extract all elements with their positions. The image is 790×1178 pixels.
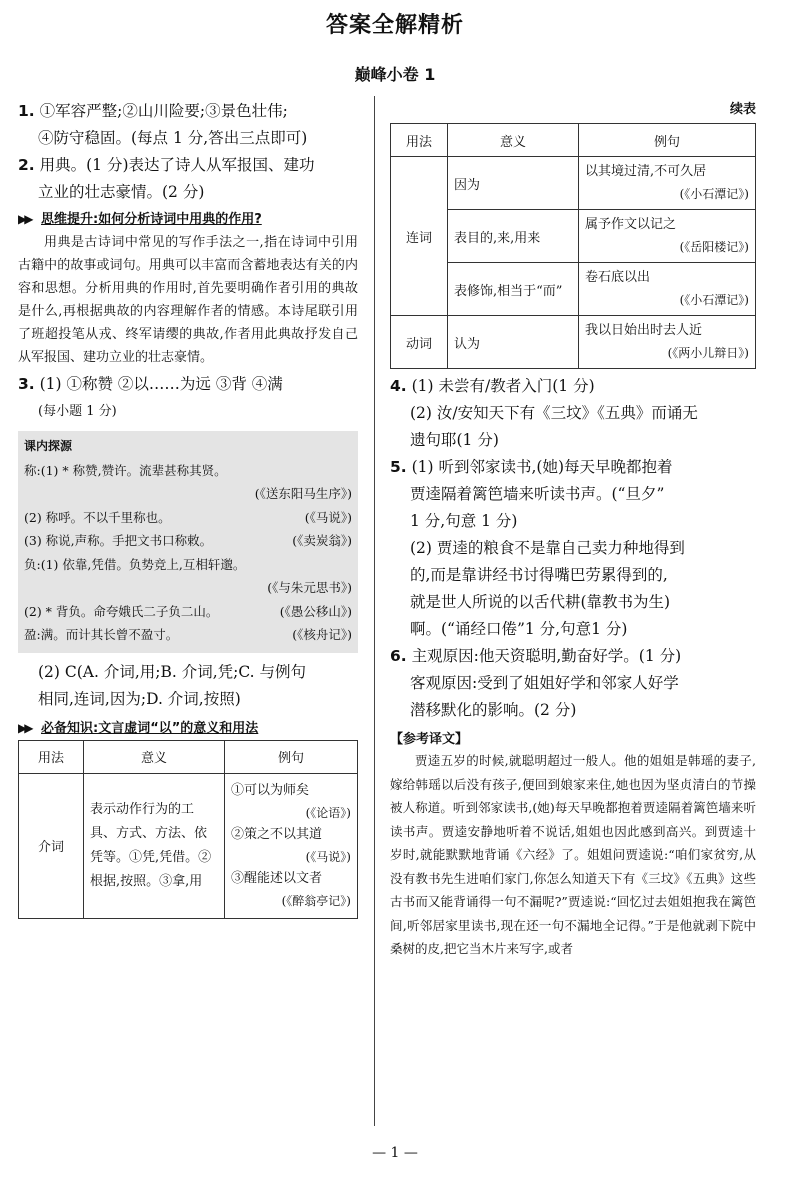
q3-line1: (1) ①称赞 ②以……为远 ③背 ④满 (39, 375, 283, 393)
table-header: 意义 (84, 740, 225, 773)
explore-line: (2) * 背负。命夸娥氏二子负二山。 (24, 603, 219, 619)
table-cell-example (579, 263, 756, 316)
explore-row (24, 529, 352, 553)
q5-line7: 啊。(“诵经口倦”1 分,句意1 分) (410, 620, 628, 638)
q6-line3: 潜移默化的影响。(2 分) (410, 701, 577, 719)
page-title: 答案全解精析 (325, 13, 464, 38)
reference-translation-heading: 【参考译文】 (390, 732, 469, 747)
q3b-line1: (2) C(A. 介词,用;B. 介词,凭;C. 与例句 (38, 662, 307, 681)
q5-line5: 的,而是靠讲经书讨得嘴巴劳累得到的, (410, 566, 668, 584)
table-header-row (19, 740, 358, 773)
explore-box (18, 431, 358, 653)
q2-line1: 用典。(1 分)表达了诗人从军报国、建功 (39, 156, 315, 174)
left-column (18, 98, 358, 919)
question-5: 5. (1) 听到邻家读书,(她)每天早晚都抱着 贾逵隔着篱笆墙来听读书声。(“旦夕” 1 分,句意 1 分) (2) 贾逵的粮食不是靠自己卖力种地得到 的,而是靠讲经书讨得嘴巴劳累得到的, 就是世人所说的以舌代耕(靠教书为生) 啊。(“诵经口倦”1 分,句意1 分) (390, 454, 756, 643)
example: ③醒能述以文者 (231, 870, 323, 886)
double-arrow-icon: ▶▶ (18, 212, 31, 226)
yi-usage-table (18, 740, 358, 919)
table-cell-usage: 连词 (391, 157, 448, 316)
table-cell-meaning: 认为 (448, 316, 579, 369)
tip-knowledge (18, 717, 358, 736)
table-cell-usage: 介词 (19, 773, 84, 918)
table-row (391, 157, 756, 210)
yi-usage-table-continued (390, 123, 756, 369)
q2-line2: 立业的壮志豪情。(2 分) (38, 183, 205, 201)
table-cell-meaning: 表修饰,相当于“而” (448, 263, 579, 316)
column-divider (374, 96, 375, 1126)
table-cell-example (579, 157, 756, 210)
example-cite: (《两小儿辩日》) (667, 346, 749, 360)
table-cell-meaning: 表目的,来,用来 (448, 210, 579, 263)
example-cite: (《马说》) (305, 849, 351, 864)
table-cell-examples (225, 773, 358, 918)
question-3: 3. (1) ①称赞 ②以……为远 ③背 ④满 (每小题 1 分) (18, 371, 358, 425)
table-header: 例句 (225, 740, 358, 773)
explore-row (24, 506, 352, 530)
example-cite: (《小石潭记》) (679, 187, 749, 201)
example: ①可以为师矣 (231, 782, 310, 798)
table-cell-example (579, 316, 756, 369)
explore-tag: 课内探源 (24, 439, 73, 453)
q5-line1: (1) 听到邻家读书,(她)每天早晚都抱着 (411, 458, 673, 476)
explore-row (24, 623, 352, 647)
example-cite: (《醉翁亭记》) (281, 893, 351, 908)
example: ②策之不以其道 (231, 826, 323, 842)
example-cite: (《岳阳楼记》) (679, 240, 749, 254)
q3b-line2: 相同,连词,因为;D. 介词,按照) (38, 689, 241, 708)
example: 我以日始出时去人近 (585, 323, 703, 338)
explore-cite: (《马说》) (304, 509, 352, 525)
tip-knowledge-text: 必备知识:文言虚词“以”的意义和用法 (41, 720, 259, 736)
q4-line2: (2) 汝/安知天下有《三坟》《五典》而诵无 (410, 404, 698, 422)
right-column (390, 98, 756, 961)
table-cell-example (579, 210, 756, 263)
q1-line1: ①军容严整;②山川险要;③景色壮伟; (39, 102, 288, 120)
explore-cite: (《与朱元思书》) (267, 580, 352, 595)
explore-line: (2) 称呼。不以千里称也。 (24, 509, 171, 525)
explore-cite: (《愚公移山》) (279, 603, 352, 619)
explore-line: 称:(1) * 称赞,赞许。流辈甚称其贤。 (24, 462, 227, 478)
table-header-row (391, 124, 756, 157)
q5-line2: 贾逵隔着篱笆墙来听读书声。(“旦夕” (410, 485, 665, 503)
question-2: 2. 用典。(1 分)表达了诗人从军报国、建功 立业的壮志豪情。(2 分) (18, 152, 358, 206)
page-number: — 1 — (372, 1145, 418, 1161)
q1-line2: ④防守稳固。(每点 1 分,答出三点即可) (38, 129, 308, 147)
tip-thinking (18, 208, 358, 227)
table-row (391, 316, 756, 369)
section-title: 巅峰小卷 1 (354, 65, 436, 84)
example: 卷石底以出 (585, 270, 651, 285)
q3-line2: (每小题 1 分) (38, 404, 117, 419)
example: 属予作文以记之 (585, 217, 677, 232)
question-3-part2 (18, 659, 358, 713)
table-cell-meaning: 表示动作行为的工具、方式、方法、依凭等。①凭,凭借。②根据,按照。③拿,用 (84, 773, 225, 918)
explore-cite: (《核舟记》) (292, 627, 352, 642)
reference-translation-text: 贾逵五岁的时候,就聪明超过一般人。他的姐姐是韩瑶的妻子,嫁给韩瑶以后没有孩子,便回到娘家来住,她也因为坚贞清白的节操被人称道。听到邻家读书,(她)每天早晚都抱着贾逵隔着篱笆墙来听读书声。贾逵安静地听着不说话,姐姐也因此感到高兴。到贾逵十岁时,就能默默地背诵《六经》了。姐姐问贾逵说:“咱们家贫穷,从没有教书先生进咱们家门,你怎么知道天下有《三坟》《五典》这些古书而又能背诵得一句不漏呢?”贾逵说:“回忆过去姐姐抱我在篱笆间,听邻居家里读书,现在还一句不漏地全记得。”于是他就剥下院中桑树的皮,把它当木片来写字,或者 (390, 753, 756, 956)
example-cite: (《论语》) (305, 805, 351, 820)
q6-line2: 客观原因:受到了姐姐好学和邻家人好学 (410, 674, 679, 692)
q5-line4: (2) 贾逵的粮食不是靠自己卖力种地得到 (410, 539, 685, 557)
table-row (19, 773, 358, 918)
q5-line6: 就是世人所说的以舌代耕(靠教书为生) (410, 593, 671, 611)
table-cell-meaning: 因为 (448, 157, 579, 210)
example: 以其境过清,不可久居 (585, 164, 707, 179)
double-arrow-icon: ▶▶ (18, 720, 31, 735)
question-1: 1. ①军容严整;②山川险要;③景色壮伟; ④防守稳固。(每点 1 分,答出三点即可) (18, 98, 358, 152)
q4-line1: (1) 未尝有/教者入门(1 分) (411, 377, 595, 395)
question-6: 6. 主观原因:他天资聪明,勤奋好学。(1 分) 客观原因:受到了姐姐好学和邻家人好学 潜移默化的影响。(2 分) (390, 643, 756, 724)
tip-thinking-text: 思维提升:如何分析诗词中用典的作用? (41, 212, 262, 227)
continued-label: 续表 (729, 102, 756, 117)
table-header: 用法 (391, 124, 448, 157)
example-cite: (《小石潭记》) (679, 293, 749, 307)
explore-line: (3) 称说,声称。手把文书口称敕。 (24, 533, 213, 548)
explore-row (24, 600, 352, 624)
explore-cite: (《送东阳马生序》) (254, 486, 352, 501)
explore-cite: (《卖炭翁》) (292, 533, 352, 548)
explore-line: 负:(1) 依靠,凭借。负势竞上,互相轩邈。 (24, 556, 246, 572)
table-header: 用法 (19, 740, 84, 773)
q6-line1: 主观原因:他天资聪明,勤奋好学。(1 分) (411, 647, 682, 665)
table-header: 例句 (579, 124, 756, 157)
q5-line3: 1 分,句意 1 分) (410, 512, 518, 530)
explore-line: 盈:满。而计其长曾不盈寸。 (24, 627, 179, 642)
question-4: 4. (1) 未尝有/教者入门(1 分) (2) 汝/安知天下有《三坟》《五典》而诵无 遗句耶(1 分) (390, 373, 756, 454)
tip-thinking-paragraph: 用典是古诗词中常见的写作手法之一,指在诗词中引用古籍中的故事或词句。用典可以丰富而含蓄地表达有关的内容和思想。分析用典的作用时,首先要明确作者引用的典故是什么,再根据典故的内容理解作者的情感。本诗尾联引用了班超投笔从戎、终军请缨的典故,作者用此典故抒发自己从军报国、建功立业的壮志豪情。 (18, 235, 358, 365)
table-header: 意义 (448, 124, 579, 157)
table-cell-usage: 动词 (391, 316, 448, 369)
q4-line3: 遗句耶(1 分) (410, 431, 499, 449)
